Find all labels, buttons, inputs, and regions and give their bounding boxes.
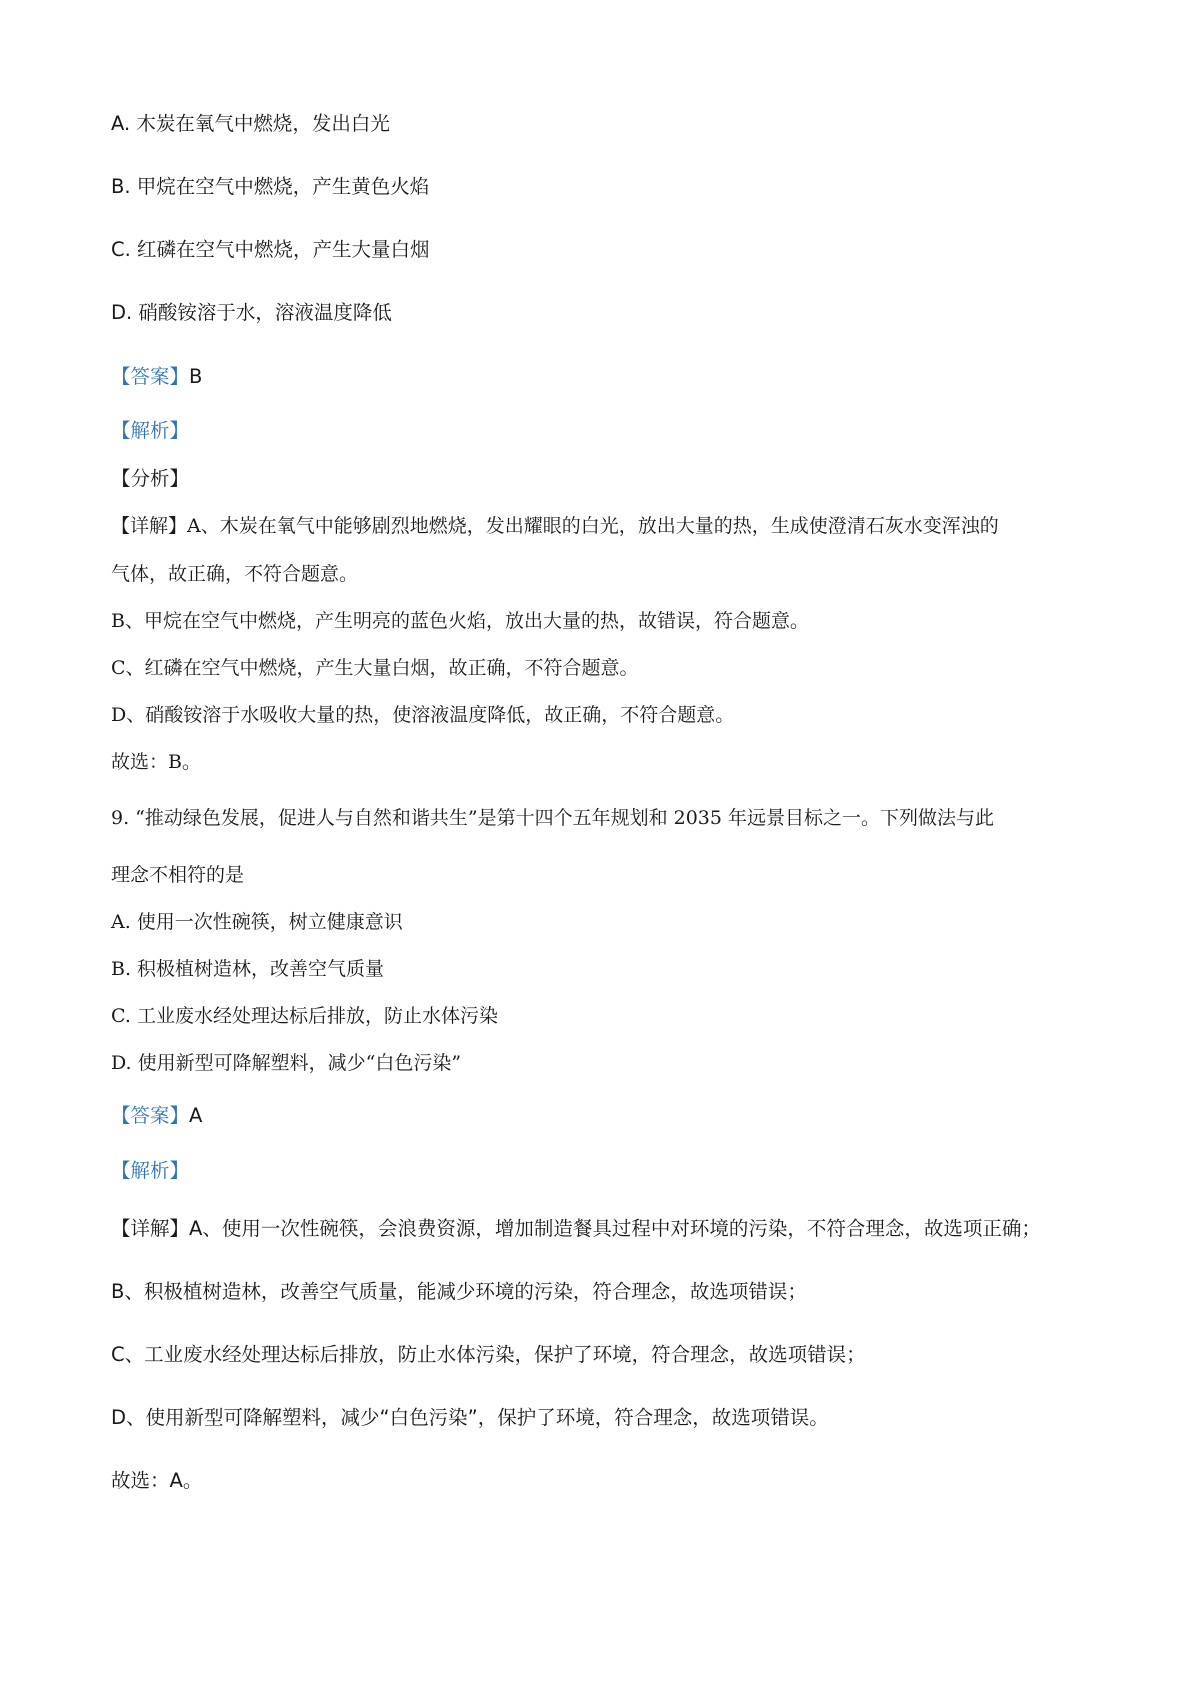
- q9-answer: [111, 1103, 202, 1129]
- q9-option-a: A. 使用一次性碗筷，树立健康意识: [111, 911, 403, 933]
- q9-detail-line: B、积极植树造林，改善空气质量，能减少环境的污染，符合理念，故选项错误；: [111, 1280, 807, 1303]
- q8-option-d: D. 硝酸铵溶于水，溶液温度降低: [111, 301, 392, 324]
- q9-option-c: C. 工业废水经处理达标后排放，防止水体污染: [111, 1005, 498, 1027]
- q9-option-b: B. 积极植树造林，改善空气质量: [111, 958, 385, 980]
- q8-detail-line: B、甲烷在空气中燃烧，产生明亮的蓝色火焰，放出大量的热，故错误，符合题意。: [111, 610, 809, 632]
- q9-stem: 9. “推动绿色发展，促进人与自然和谐共生”是第十四个五年规划和 2035 年远景目标之一。下列做法与此: [111, 807, 995, 829]
- answer-tag: 【答案】: [111, 1104, 190, 1127]
- answer-value: B: [189, 365, 203, 388]
- q9-conclusion: 故选：A。: [111, 1469, 203, 1492]
- q9-stem-cont: 理念不相符的是: [111, 864, 245, 886]
- q8-option-a: A. 木炭在氧气中燃烧，发出白光: [111, 112, 390, 135]
- q8-analysis-tag: 【解析】: [111, 419, 190, 442]
- q8-option-c: C. 红磷在空气中燃烧，产生大量白烟: [111, 238, 430, 261]
- answer-value: A: [189, 1104, 203, 1127]
- q8-detail-line: 气体，故正确，不符合题意。: [111, 563, 359, 585]
- q9-detail-line: C、工业废水经处理达标后排放，防止水体污染，保护了环境，符合理念，故选项错误；: [111, 1343, 866, 1366]
- q8-detail-line: C、红磷在空气中燃烧，产生大量白烟，故正确，不符合题意。: [111, 657, 639, 679]
- q9-analysis-tag: 【解析】: [111, 1159, 190, 1182]
- q8-option-b: B. 甲烷在空气中燃烧，产生黄色火焰: [111, 175, 430, 198]
- q8-detail-line: D、硝酸铵溶于水吸收大量的热，使溶液温度降低，故正确，不符合题意。: [111, 704, 735, 726]
- answer-tag: 【答案】: [111, 365, 190, 388]
- q8-fenxi-tag: 【分析】: [111, 467, 190, 490]
- q9-option-d: D. 使用新型可降解塑料，减少“白色污染”: [111, 1052, 462, 1074]
- q8-detail-line: 【详解】A、木炭在氧气中能够剧烈地燃烧，发出耀眼的白光，放出大量的热，生成使澄清石灰水变浑浊的: [111, 515, 999, 537]
- q8-conclusion: 故选：B。: [111, 751, 201, 773]
- q9-detail-line: 【详解】A、使用一次性碗筷，会浪费资源，增加制造餐具过程中对环境的污染，不符合理念，故选项正确；: [111, 1217, 1041, 1240]
- q9-detail-line: D、使用新型可降解塑料，减少“白色污染”，保护了环境，符合理念，故选项错误。: [111, 1406, 829, 1429]
- q8-answer: [111, 364, 202, 390]
